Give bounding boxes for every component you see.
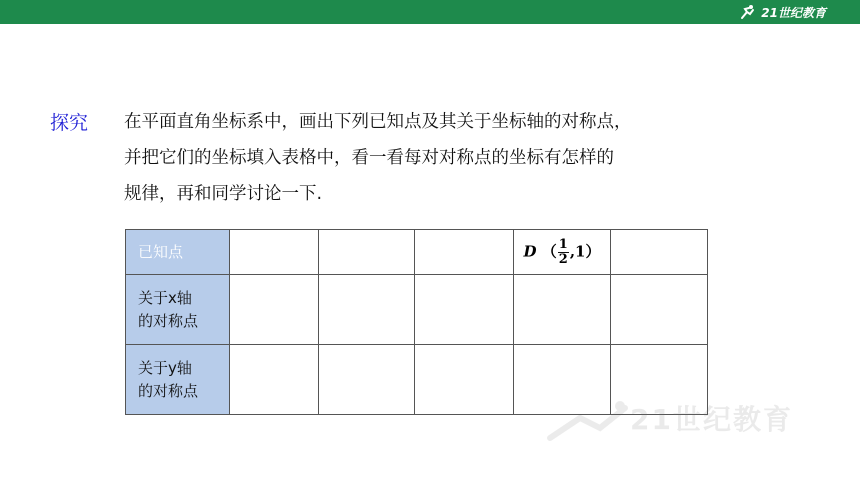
point-d-label: D	[523, 242, 537, 260]
instruction-line-1: 在平面直角坐标系中，画出下列已知点及其关于坐标轴的对称点，	[124, 112, 632, 132]
table-cell[interactable]	[230, 275, 319, 345]
table-cell[interactable]	[611, 230, 708, 275]
open-paren: （	[541, 242, 557, 260]
table-cell[interactable]	[415, 275, 514, 345]
table-cell[interactable]	[230, 345, 319, 415]
close-paren: ）	[585, 242, 601, 260]
table-cell[interactable]	[415, 345, 514, 415]
row-header-line: 关于y轴	[138, 358, 192, 377]
row-header-line: 的对称点	[138, 381, 199, 400]
table-cell[interactable]	[415, 230, 514, 275]
watermark-text: 21世纪教育	[630, 403, 793, 436]
point-d-y: 1	[575, 242, 586, 260]
instruction-text	[124, 104, 744, 212]
fraction-numerator: 1	[558, 236, 568, 252]
fraction	[558, 238, 569, 267]
logo-text: 21世纪教育	[761, 5, 826, 20]
row-header-line: 的对称点	[138, 311, 199, 330]
brand-logo	[738, 3, 826, 21]
point-d-cell	[514, 230, 611, 275]
table-cell[interactable]	[230, 230, 319, 275]
table-cell[interactable]	[319, 275, 415, 345]
table-cell[interactable]	[514, 275, 611, 345]
table-row-known-points	[126, 230, 708, 275]
runner-logo-icon	[738, 4, 758, 20]
table-cell[interactable]	[319, 345, 415, 415]
section-heading: 探究	[50, 112, 89, 134]
row-header-x-axis	[126, 275, 230, 345]
row-header-line: 关于x轴	[138, 288, 192, 307]
comma: ,	[569, 242, 576, 260]
coordinate-table	[125, 229, 708, 415]
instruction-line-2: 并把它们的坐标填入表格中，看一看每对对称点的坐标有怎样的	[124, 148, 614, 168]
top-banner	[0, 0, 860, 24]
row-header-y-axis	[126, 345, 230, 415]
table-cell[interactable]	[611, 275, 708, 345]
table-cell[interactable]	[319, 230, 415, 275]
instruction-line-3: 规律，再和同学讨论一下.	[124, 184, 323, 204]
table-row-x-axis	[126, 275, 708, 345]
row-header-known: 已知点	[126, 230, 230, 275]
fraction-denominator: 2	[558, 251, 568, 267]
